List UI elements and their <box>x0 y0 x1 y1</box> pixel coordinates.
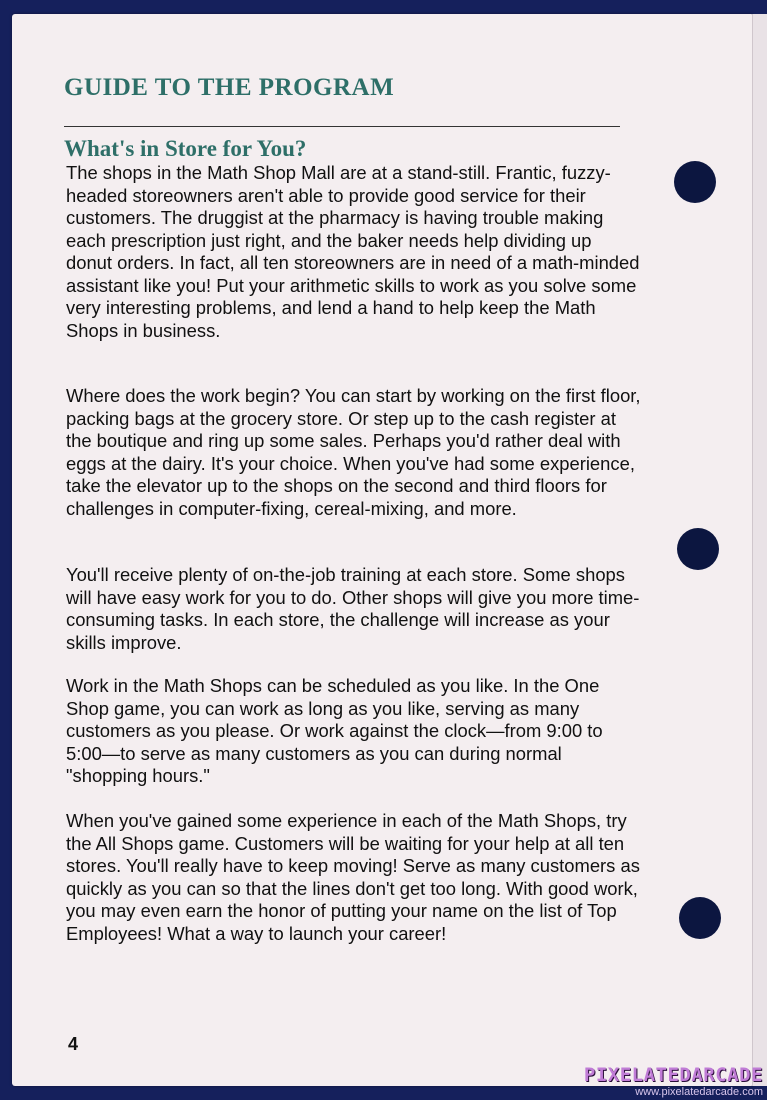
paragraph-intro: The shops in the Math Shop Mall are at a stand-still. Frantic, fuzzy-headed storeowners aren't able to provide good service for their customers. The druggist at the pharmacy is having trouble making each prescription just right, and the baker needs help dividing up donut orders. In fact, all ten storeowners are in need of a math-minded assistant like you! Put your arithmetic skills to work as you solve some very interesting problems, and lend a hand to help keep the Math Shops in business. <box>66 162 640 341</box>
paragraph-training: You'll receive plenty of on-the-job training at each store. Some shops will have easy work for you to do. Other shops will give you more time-consuming tasks. In each store, the challenge will increase as your skills improve. <box>66 564 640 653</box>
binder-hole-bottom <box>679 897 721 939</box>
next-page-edge <box>752 14 767 1086</box>
watermark-url: www.pixelatedarcade.com <box>635 1086 763 1098</box>
binder-hole-top <box>674 161 716 203</box>
watermark-logo: PIXELATEDARCADE <box>583 1064 763 1086</box>
subtitle: What's in Store for You? <box>64 136 307 161</box>
binder-hole-middle <box>677 528 719 570</box>
section-title: GUIDE TO THE PROGRAM <box>64 74 395 101</box>
paragraph-scheduling: Work in the Math Shops can be scheduled as you like. In the One Shop game, you can work as long as you like, serving as many customers as you please. Or work against the clock—from 9:00 to 5:00—to serve as many customers as you can during normal "shopping hours." <box>66 675 603 786</box>
watermark <box>584 1064 763 1098</box>
paragraph-where-to-begin: Where does the work begin? You can start by working on the first floor, packing bags at the grocery store. Or step up to the cash register at the boutique and ring up some sales. Perhaps you'd rather deal with eggs at the dairy. It's your choice. When you've had some experience, take the elevator up to the shops on the second and third floors for challenges in computer-fixing, cereal-mixing, and more. <box>66 385 641 519</box>
page-number: 4 <box>68 1034 79 1054</box>
manual-page <box>12 14 754 1086</box>
title-divider <box>64 126 620 127</box>
paragraph-all-shops: When you've gained some experience in each of the Math Shops, try the All Shops game. Customers will be waiting for your help at all ten stores. You'll really have to keep moving! Serve as many customers as quickly as you can so that the lines don't get too long. With good work, you may even earn the honor of putting your name on the list of Top Employees! What a way to launch your career! <box>66 810 640 944</box>
